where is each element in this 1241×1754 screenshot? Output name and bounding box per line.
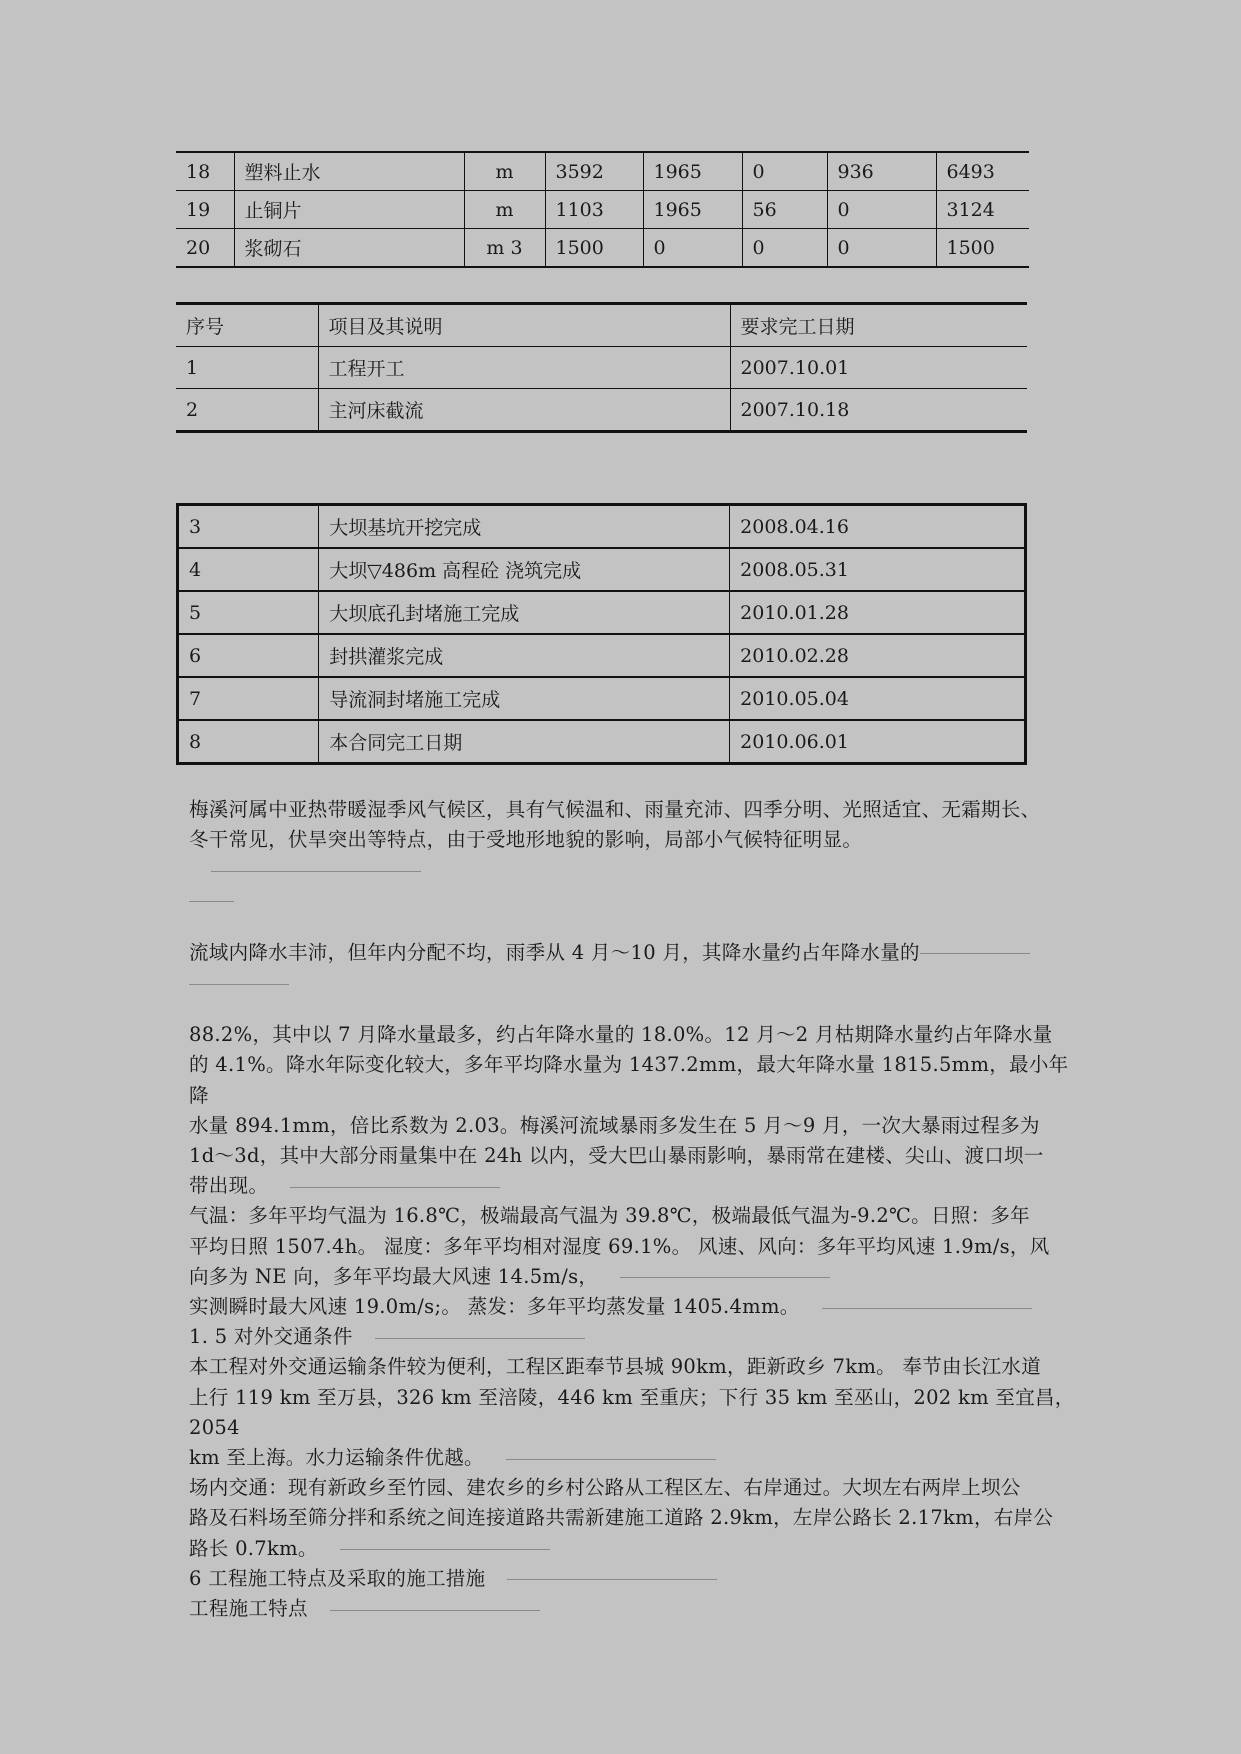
heading-text: 1. 5 对外交通条件 [189, 1325, 353, 1349]
paragraph-line: 水量 894.1mm，倍比系数为 2.03。梅溪河流域暴雨多发生在 5 月～9 月，一次大暴雨过程多为 [189, 1113, 1040, 1137]
table-row [176, 191, 1029, 229]
paragraph-line [189, 1534, 1079, 1564]
unit-cell: m [464, 191, 545, 229]
fill-line [375, 1337, 585, 1339]
milestone-item: 大坝▽486m 高程砼 浇筑完成 [319, 548, 730, 591]
row-number: 3 [189, 515, 202, 538]
unit-cell: m [464, 152, 545, 191]
milestone-item: 封拱灌浆完成 [319, 634, 730, 677]
materials-table [176, 151, 1029, 268]
table-row [178, 548, 1026, 591]
fill-line [920, 952, 1030, 954]
row-number: 7 [178, 677, 319, 720]
fill-line [506, 1458, 716, 1460]
unit-cell: m 3 [464, 229, 545, 268]
total-cell: 1500 [936, 229, 1029, 268]
paragraph-line [189, 825, 1079, 885]
section-heading [189, 1564, 1079, 1594]
row-number: 8 [178, 720, 319, 764]
total-cell: 3124 [936, 191, 1029, 229]
paragraph-line: 气温：多年平均气温为 16.8℃，极端最高气温为 39.8℃，极端最低气温为-9.2℃。日照：多年 [189, 1204, 1030, 1228]
milestone-item: 大坝基坑开挖完成 [319, 505, 730, 549]
row-number: 19 [176, 191, 234, 229]
fill-line [330, 1609, 540, 1611]
row-number: 6 [178, 634, 319, 677]
milestone-item: 主河床截流 [318, 389, 730, 432]
paragraph-text: 实测瞬时最大风速 19.0m/s;。 蒸发：多年平均蒸发量 1405.4mm。 [189, 1295, 800, 1319]
milestone-date: 2010.02.28 [730, 634, 1026, 677]
section-heading [189, 1322, 1079, 1352]
row-number: 2 [176, 389, 318, 432]
paragraph-line [189, 1443, 1079, 1473]
quantity-cell: 0 [742, 229, 827, 268]
table-row [176, 347, 1027, 389]
milestone-date: 2007.10.01 [730, 347, 1027, 389]
schedule-table-continued [176, 503, 1027, 765]
header-item: 项目及其说明 [318, 304, 730, 347]
row-number: 1 [176, 347, 318, 389]
milestone-item: 大坝底孔封堵施工完成 [319, 591, 730, 634]
row-number: 4 [178, 548, 319, 591]
milestone-date: 2010.05.04 [730, 677, 1026, 720]
heading-text: 6 工程施工特点及采取的施工措施 [189, 1566, 486, 1590]
quantity-cell: 1965 [643, 191, 742, 229]
paragraph-line [189, 1262, 1079, 1292]
fill-line [620, 1276, 830, 1278]
paragraph-line: 本工程对外交通运输条件较为便利，工程区距奉节县城 90km，距新政乡 7km。 奉节由长江水道 [189, 1355, 1042, 1379]
material-name: 浆砌石 [234, 229, 464, 268]
table-row [178, 591, 1026, 634]
fill-line [290, 1186, 500, 1188]
quantity-cell: 1103 [545, 191, 643, 229]
fill-line-row [189, 886, 1079, 916]
material-name: 止铜片 [234, 191, 464, 229]
paragraph-text: 流域内降水丰沛，但年内分配不均，雨季从 4 月～10 月，其降水量约占年降水量的 [189, 940, 920, 964]
paragraph-text: 带出现。 [189, 1174, 269, 1198]
material-name: 塑料止水 [234, 152, 464, 191]
section-heading [189, 1594, 1079, 1624]
fill-line [189, 983, 289, 985]
body-text [189, 795, 1079, 1624]
paragraph-line: 上行 119 km 至万县，326 km 至涪陵，446 km 至重庆；下行 35 km 至巫山，202 km 至宜昌，2054 [189, 1385, 1075, 1439]
fill-line [822, 1307, 1032, 1309]
total-cell: 6493 [936, 152, 1029, 191]
header-number: 序号 [186, 316, 225, 338]
paragraph-line: 场内交通：现有新政乡至竹园、建农乡的乡村公路从工程区左、右岸通过。大坝左右两岸上坝公 [189, 1476, 1021, 1500]
table-row [176, 229, 1029, 268]
table-row [178, 677, 1026, 720]
quantity-cell: 1965 [643, 152, 742, 191]
paragraph-line [189, 1292, 1079, 1322]
fill-line-row [189, 968, 1079, 998]
paragraph-line: 的 4.1%。降水年际变化较大，多年平均降水量为 1437.2mm，最大年降水量 1815.5mm，最小年降 [189, 1053, 1069, 1107]
milestone-date: 2008.04.16 [730, 505, 1026, 549]
paragraph-line: 梅溪河属中亚热带暖湿季风气候区，具有气候温和、雨量充沛、四季分明、光照适宜、无霜期长、 [189, 798, 1041, 821]
fill-line [211, 870, 421, 872]
row-number: 5 [178, 591, 319, 634]
paragraph-line: 路及石料场至筛分拌和系统之间连接道路共需新建施工道路 2.9km，左岸公路长 2.17km，右岸公 [189, 1506, 1054, 1530]
paragraph-text: km 至上海。水力运输条件优越。 [189, 1446, 484, 1470]
quantity-cell: 1500 [545, 229, 643, 268]
table-header-row [176, 304, 1027, 347]
paragraph-line: 1d～3d，其中大部分雨量集中在 24h 以内，受大巴山暴雨影响，暴雨常在建楼、尖山、渡口坝一 [189, 1144, 1044, 1168]
quantity-cell: 936 [827, 152, 936, 191]
row-number: 20 [176, 229, 234, 268]
quantity-cell: 3592 [545, 152, 643, 191]
paragraph-line [189, 1171, 1079, 1201]
row-number: 18 [186, 160, 211, 183]
table-row [178, 634, 1026, 677]
fill-line [189, 900, 234, 902]
paragraph-text: 冬干常见，伏旱突出等特点，由于受地形地貌的影响，局部小气候特征明显。 [189, 828, 863, 852]
table-row [178, 720, 1026, 764]
paragraph-text: 路长 0.7km。 [189, 1536, 318, 1560]
header-date: 要求完工日期 [730, 304, 1027, 347]
quantity-cell: 0 [742, 152, 827, 191]
quantity-cell: 56 [742, 191, 827, 229]
milestone-item: 工程开工 [318, 347, 730, 389]
fill-line [507, 1578, 717, 1580]
paragraph-line [189, 938, 1079, 968]
paragraph-line: 平均日照 1507.4h。 湿度：多年平均相对湿度 69.1%。 风速、风向：多年平均风速 1.9m/s，风 [189, 1234, 1050, 1258]
milestone-date: 2008.05.31 [730, 548, 1026, 591]
fill-line [340, 1548, 550, 1550]
quantity-cell: 0 [643, 229, 742, 268]
paragraph-line: 88.2%，其中以 7 月降水量最多，约占年降水量的 18.0%。12 月～2 月枯期降水量约占年降水量 [189, 1023, 1053, 1047]
quantity-cell: 0 [827, 191, 936, 229]
milestone-date: 2007.10.18 [730, 389, 1027, 432]
table-row [176, 389, 1027, 432]
schedule-table [176, 302, 1027, 433]
quantity-cell: 0 [827, 229, 936, 268]
table-row [178, 505, 1026, 549]
milestone-item: 本合同完工日期 [319, 720, 730, 764]
heading-text: 工程施工特点 [189, 1597, 308, 1621]
milestone-date: 2010.06.01 [730, 720, 1026, 764]
table-row [176, 152, 1029, 191]
milestone-item: 导流洞封堵施工完成 [319, 677, 730, 720]
paragraph-text: 向多为 NE 向，多年平均最大风速 14.5m/s， [189, 1264, 599, 1288]
milestone-date: 2010.01.28 [730, 591, 1026, 634]
